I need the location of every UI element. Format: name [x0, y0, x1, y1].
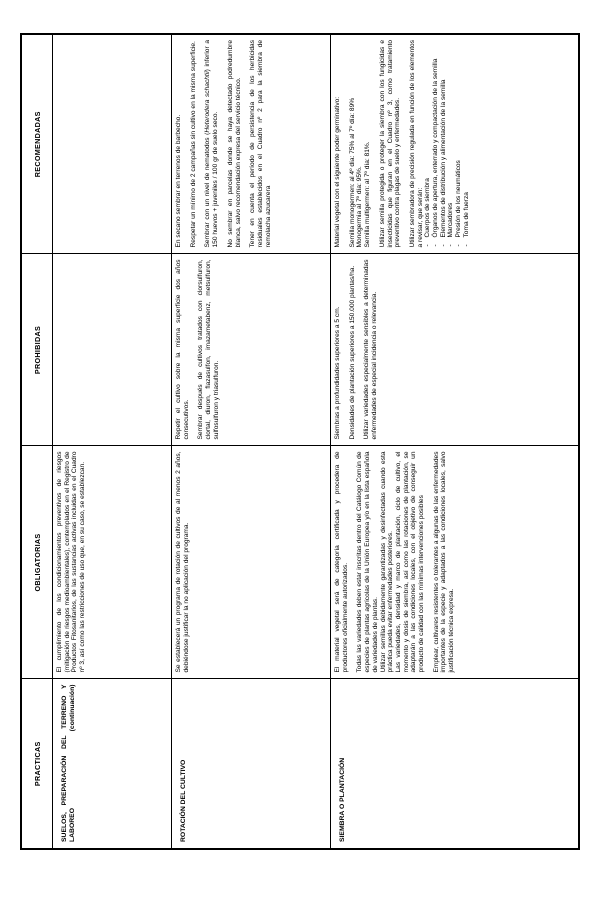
paragraph: Semilla multigermen: al 7º día: 81%. [364, 141, 372, 248]
practice-label: SIEMBRA O PLANTACIÓN [339, 757, 346, 842]
list-item: - Cuerpos de siembra [424, 40, 432, 238]
obligatorias-cell [331, 446, 580, 679]
paragraph: Material vegetal con el siguiente poder germinativo: [334, 96, 341, 248]
paragraph: Densidades de plantación superiores a 150.000 plantas/ha. [348, 265, 356, 440]
practice-label: SUELOS, PREPARACIÓN DEL TERRENO Y LABOREO (continuación) [61, 684, 76, 842]
practice-label: ROTACIÓN DEL CULTIVO [180, 759, 187, 842]
list-item: - Órganos de apertura, enterrado y compactación de la semilla [432, 40, 440, 238]
practice-cell [331, 679, 580, 849]
seeder-elements-list [424, 40, 470, 248]
paragraph: Utilizar variedades especialmente sensibles a determinadas enfermedades de especial incidencia o relevancia. [363, 259, 379, 440]
paragraph: Sembrar después de cultivos tratados con clorsulfuron, clortal, diuron, flazasulfon, imazametabenz, metsulfuron, sulfosulfuron y triasulfuron. [197, 259, 220, 440]
text-span: ) inferior a 150 huevos + juveniles / 100 gr de suelo seco. [204, 40, 220, 248]
header-prohibidas: PROHIBIDAS [21, 254, 53, 446]
prohibidas-cell [172, 254, 331, 446]
header-practicas: PRACTICAS [21, 679, 53, 849]
paragraph: Emplear, cultivares resistentes o tolerantes a algunas de las enfermedades importantes de la especie y adaptados a las condiciones locales, salvo justificación técnica expresa. [432, 451, 456, 673]
recomendadas-cell [53, 34, 172, 254]
list-item: - Elementos de distribución y alimentación de la semilla [440, 40, 448, 238]
paragraph: Tener en cuenta el período de persistencia de los herbicidas residuales establecidos en el Cuadro nº 2 para la siembra de remolacha azucarera [249, 40, 272, 248]
paragraph: En secano sembrar en terrenos de barbecho. [175, 114, 182, 248]
rotated-table-wrapper [20, 35, 580, 850]
list-item: - Marcadores [447, 40, 455, 238]
obligatorias-cell [172, 446, 331, 679]
list-item: - Toma de fuerza [463, 40, 471, 238]
practice-cell [172, 679, 331, 849]
table-row [53, 34, 172, 849]
header-recomendadas: RECOMENDADAS [21, 34, 53, 254]
obligatorias-cell [53, 446, 172, 679]
paragraph: Utilizar semillas debidamente garantizadas y desinfectadas cuando esta práctica pueda evitar enfermedades posteriores. [379, 451, 395, 673]
paragraph: Se establecerá un programa de rotación de cultivos de al menos 2 años, debiéndose justificar la no aplicación del programa. [175, 451, 190, 673]
table-row [172, 34, 331, 849]
prohibidas-cell [331, 254, 580, 446]
paragraph: Utilizar semilla protegida o proteger la siembra con los fungicidas e insecticidas que figuran en el Cuadro nº 3, como tratamiento preventivo contra plagas de suelo y enfermedades. [378, 40, 402, 248]
paragraph: El cumplimiento de los condicionamientos preventivos de riesgos (mitigación de riesgos medioambientales), contemplados en el Registro de Productos Fitosanitarios, de las sustancias activas incluidas en el Cuadro nº 3, así como las restricciones de uso que, en su caso, se establezcan. [56, 451, 87, 673]
nematode-species-name: Heterodera schachtii [204, 71, 212, 133]
list-item: - Presión de los neumáticos [455, 40, 463, 238]
paragraph: No sembrar en parcelas donde se haya detectado podredumbre blanca, salvo recomendación expresa del servicio técnico. [226, 40, 242, 248]
recomendadas-cell [331, 34, 580, 254]
paragraph: Siembras a profundidades superiores a 5 cm. [334, 306, 341, 440]
header-obligatorias: OBLIGATORIAS [21, 446, 53, 679]
text-span: Sembrar con un nivel de nematodos ( [204, 132, 212, 248]
paragraph: Monogermia al 7º día: 95%. [356, 166, 364, 248]
paragraph: Utilizar sembradora de precisión regulada en función de los elementos a revisar, que serán: [408, 40, 424, 248]
header-row [21, 34, 53, 849]
paragraph: El material vegetal será de categoría certificada y procedera de productores oficialmente autorizados. [334, 451, 349, 673]
paragraph: Semilla monogermen: al 4º día: 75% al 7º día: 89% [348, 97, 356, 248]
paragraph: Repetir el cultivo sobre la misma superficie dos años consecutivos. [175, 259, 190, 440]
practices-table [20, 33, 580, 850]
paragraph: Las variedades, densidad y marco de plantación, ciclo de cultivo, el momento y dosis de siembra, así como las rotaciones de plantación, se adaptarán a las condiciones locales, con el objetivo de conseguir un producto de calidad con las mínimas intervenciones posibles [394, 451, 426, 673]
table-row [331, 34, 580, 849]
paragraph: Respetar un mínimo de 2 campañas sin cultivo en la misma superficie. [189, 41, 197, 248]
paragraph: Todas las variedades deben estar inscritas dentro del Catálogo Común de especies de plantas agrícolas de la Unión Europea y/o en la lista española de variedades de plantas. [356, 451, 379, 673]
recomendadas-cell [172, 34, 331, 254]
prohibidas-cell [53, 254, 172, 446]
paragraph [204, 40, 219, 248]
practice-cell [53, 679, 172, 849]
